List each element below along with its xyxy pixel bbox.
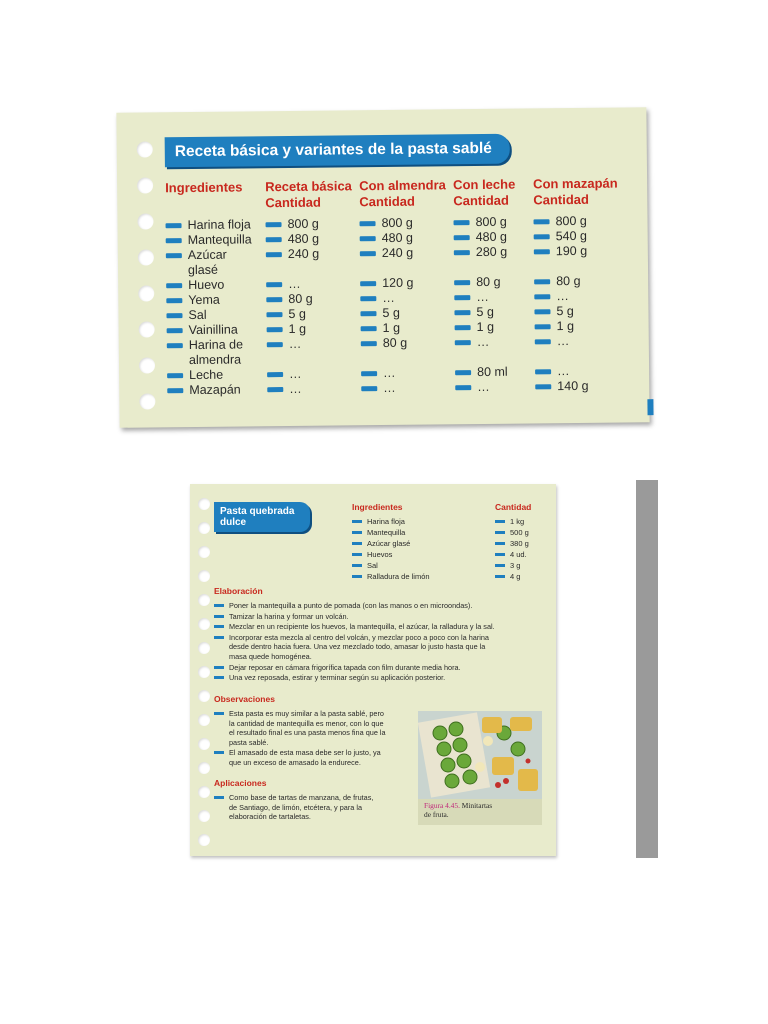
ingredient-cell — [166, 308, 206, 323]
column-header: Ingredientes — [165, 179, 243, 196]
bullet-dash — [535, 339, 551, 344]
cell-text: … — [383, 365, 396, 381]
quantity-cell — [361, 336, 407, 351]
bullet-dash — [352, 564, 362, 567]
item-text: 380 g — [510, 539, 529, 548]
bullet-dash — [454, 250, 470, 255]
quantity-cell — [535, 319, 575, 334]
bullet-dash — [214, 676, 224, 679]
binder-hole — [198, 810, 210, 822]
ingredient-item — [352, 527, 405, 538]
cell-text: 280 g — [475, 244, 508, 260]
bullet-paragraph — [214, 601, 472, 611]
cell-text: 540 g — [555, 228, 588, 244]
binder-hole — [198, 546, 210, 558]
quantity-cell — [267, 367, 302, 382]
bullet-dash — [495, 531, 505, 534]
cell-text: … — [476, 334, 490, 350]
bullet-dash — [167, 328, 183, 333]
binder-hole — [198, 834, 210, 846]
cell-text: 80 g — [476, 274, 501, 290]
quantity-cell — [360, 306, 400, 321]
ingredients-header: Ingredientes — [352, 502, 403, 512]
ingredient-cell — [166, 278, 224, 294]
bullet-paragraph — [214, 793, 373, 822]
cell-text: 120 g — [382, 275, 414, 291]
bullet-dash — [534, 294, 550, 299]
figure-caption — [418, 799, 542, 825]
ingredient-item — [352, 549, 392, 560]
bullet-dash — [454, 220, 470, 225]
quantity-cell — [454, 305, 494, 320]
quantity-cell — [455, 320, 495, 335]
binder-hole — [198, 498, 210, 510]
paragraph-text: Mezclar en un recipiente los huevos, la mantequilla, el azúcar, la ralladura y la sal. — [229, 622, 495, 632]
bullet-dash — [266, 312, 282, 317]
cell-text: 80 g — [288, 291, 313, 306]
quantity-cell — [361, 321, 401, 336]
cell-text: Vainillina — [188, 322, 238, 338]
bullet-dash — [495, 542, 505, 545]
page-margin-bar — [636, 480, 658, 858]
bullet-dash — [266, 282, 282, 287]
binder-hole — [198, 642, 210, 654]
quantity-cell — [534, 304, 574, 319]
cell-text: 1 g — [288, 321, 307, 336]
item-text: 500 g — [510, 528, 529, 537]
quantity-header: Cantidad — [495, 502, 532, 512]
ingredient-cell — [167, 368, 223, 384]
quantity-item — [495, 527, 529, 538]
bullet-dash — [454, 280, 470, 285]
bullet-dash — [214, 712, 224, 715]
bullet-dash — [267, 387, 283, 392]
bullet-dash — [352, 575, 362, 578]
bullet-dash — [167, 388, 183, 393]
binder-hole — [138, 249, 154, 265]
bullet-dash — [455, 370, 471, 375]
bullet-dash — [352, 520, 362, 523]
bullet-dash — [267, 372, 283, 377]
ingredient-cell — [165, 217, 250, 233]
quantity-cell — [535, 379, 588, 395]
bullet-dash — [361, 326, 377, 331]
quantity-cell — [267, 382, 302, 397]
quantity-cell — [360, 246, 413, 262]
item-text: 4 ud. — [510, 550, 527, 559]
binder-hole — [198, 690, 210, 702]
recipe-card-pasta-quebrada — [190, 484, 556, 856]
cell-text: … — [476, 289, 489, 305]
quantity-item — [495, 560, 520, 571]
quantity-cell — [453, 215, 506, 231]
quantity-cell — [535, 364, 570, 379]
paragraph-text: El amasado de esta masa debe ser lo justo, ya que un exceso de amasado la endurece. — [229, 748, 381, 767]
quantity-item — [495, 516, 524, 527]
cell-text: 1 g — [382, 320, 401, 336]
item-text: Mantequilla — [367, 528, 406, 537]
cell-text: 190 g — [555, 243, 588, 259]
binder-hole — [198, 618, 210, 630]
bullet-dash — [214, 604, 224, 607]
quantity-cell — [455, 380, 490, 395]
cell-text: 800 g — [381, 215, 413, 231]
bullet-dash — [360, 281, 376, 286]
item-text: Harina floja — [367, 517, 405, 526]
aplicaciones-heading: Aplicaciones — [214, 778, 267, 788]
bullet-dash — [267, 342, 283, 347]
cell-text: … — [556, 289, 569, 304]
cell-text: … — [288, 276, 301, 291]
bullet-dash — [166, 313, 182, 318]
ingredient-cell — [167, 382, 241, 398]
quantity-cell — [360, 291, 395, 306]
quantity-cell — [265, 217, 318, 233]
cell-text: Mazapán — [189, 382, 241, 398]
cell-text: … — [289, 366, 302, 381]
bullet-dash — [495, 575, 505, 578]
cell-text: 140 g — [557, 378, 589, 394]
binder-hole — [198, 714, 210, 726]
cell-text: 480 g — [287, 231, 320, 246]
column-header: Con leche Cantidad — [453, 176, 516, 209]
binder-hole — [139, 393, 155, 409]
paragraph-text: Como base de tartas de manzana, de frutas, de Santiago, de limón, etcétera, y para la elaboración de tartaletas. — [229, 793, 374, 822]
recipe-title: Receta básica y variantes de la pasta sablé — [165, 134, 510, 168]
bullet-paragraph — [214, 622, 495, 632]
bullet-dash — [214, 615, 224, 618]
bullet-dash — [454, 235, 470, 240]
binder-hole — [198, 786, 210, 798]
page-edge-tab — [647, 399, 653, 415]
paragraph-text: Poner la mantequilla a punto de pomada (con las manos o en microondas). — [229, 601, 473, 610]
quantity-cell — [266, 247, 319, 263]
bullet-paragraph — [214, 673, 445, 683]
paragraph-text: Incorporar esta mezcla al centro del volcán, y mezclar poco a poco con la harina desde dentro hacia fuera. Una vez mezclado todo, amasar lo justo hasta que la masa quede homogénea. — [229, 632, 489, 661]
observaciones-heading: Observaciones — [214, 694, 275, 704]
item-text: Ralladura de limón — [367, 572, 430, 581]
binder-hole — [139, 321, 155, 337]
bullet-dash — [534, 234, 550, 239]
quantity-cell — [454, 245, 507, 261]
ingredient-cell — [167, 323, 238, 339]
quantity-cell — [360, 231, 413, 247]
bullet-dash — [266, 237, 282, 242]
bullet-dash — [455, 385, 471, 390]
cell-text: 5 g — [476, 304, 494, 320]
bullet-dash — [267, 327, 283, 332]
bullet-dash — [360, 251, 376, 256]
cell-text: 240 g — [381, 245, 414, 261]
bullet-dash — [214, 625, 224, 628]
recipe-card-sable — [116, 107, 649, 428]
bullet-paragraph — [214, 709, 386, 747]
ingredient-cell — [166, 248, 227, 279]
bullet-dash — [214, 666, 224, 669]
quantity-cell — [361, 366, 396, 381]
cell-text: Sal — [188, 307, 207, 323]
cell-text: 1 g — [556, 319, 575, 334]
quantity-cell — [359, 216, 412, 232]
quantity-cell — [534, 289, 569, 304]
cell-text: 800 g — [475, 214, 507, 230]
bullet-dash — [361, 341, 377, 346]
cell-text: Yema — [188, 292, 220, 308]
bullet-dash — [266, 252, 282, 257]
bullet-dash — [360, 311, 376, 316]
quantity-cell — [534, 244, 587, 260]
column-header: Con mazapán Cantidad — [533, 175, 618, 208]
ingredient-cell — [166, 293, 220, 309]
bullet-dash — [352, 553, 362, 556]
binder-hole — [198, 762, 210, 774]
recipe-title: Pasta quebrada dulce — [214, 502, 310, 532]
cell-text: 5 g — [556, 304, 574, 319]
bullet-dash — [534, 219, 550, 224]
cell-text: 80 ml — [477, 364, 508, 380]
binder-hole — [198, 738, 210, 750]
bullet-dash — [266, 297, 282, 302]
quantity-cell — [454, 230, 507, 246]
bullet-dash — [534, 249, 550, 254]
binder-hole — [138, 285, 154, 301]
bullet-dash — [495, 553, 505, 556]
bullet-dash — [535, 369, 551, 374]
cell-text: 80 g — [556, 273, 581, 289]
quantity-cell — [534, 229, 587, 245]
cell-text: … — [557, 364, 570, 379]
fruit-tartlets-photo — [418, 711, 542, 799]
quantity-cell — [266, 277, 301, 292]
item-text: Sal — [367, 561, 378, 570]
quantity-cell — [454, 275, 500, 290]
cell-text: … — [382, 290, 395, 306]
binder-hole — [198, 666, 210, 678]
quantity-cell — [535, 334, 570, 349]
quantity-cell — [361, 381, 396, 396]
quantity-cell — [360, 276, 413, 292]
quantity-cell — [266, 292, 312, 307]
bullet-dash — [360, 296, 376, 301]
bullet-dash — [214, 636, 224, 639]
bullet-dash — [352, 542, 362, 545]
paragraph-text: Una vez reposada, estirar y terminar según su aplicación posterior. — [229, 673, 446, 683]
bullet-dash — [266, 222, 282, 227]
bullet-dash — [166, 238, 182, 243]
bullet-paragraph — [214, 633, 489, 662]
cell-text: Mantequilla — [187, 232, 252, 248]
cell-text: … — [477, 379, 490, 395]
quantity-item — [495, 571, 520, 582]
bullet-paragraph — [214, 663, 461, 673]
item-text: 3 g — [510, 561, 521, 570]
column-header: Con almendra Cantidad — [359, 177, 446, 210]
figure-label: Figura 4.45. — [424, 801, 460, 810]
bullet-dash — [166, 298, 182, 303]
cell-text: … — [383, 380, 396, 396]
quantity-cell — [267, 322, 307, 337]
item-text: 4 g — [510, 572, 521, 581]
bullet-dash — [495, 564, 505, 567]
cell-text: … — [556, 334, 570, 349]
item-text: 1 kg — [510, 517, 525, 526]
quantity-cell — [454, 290, 489, 305]
bullet-dash — [166, 283, 182, 288]
bullet-dash — [495, 520, 505, 523]
ingredient-item — [352, 538, 410, 549]
bullet-paragraph — [214, 748, 381, 767]
cell-text: 480 g — [381, 230, 414, 246]
binder-hole — [137, 141, 153, 157]
elaboracion-heading: Elaboración — [214, 586, 263, 596]
cell-text: Huevo — [188, 277, 225, 293]
cell-text: 480 g — [475, 229, 508, 245]
bullet-dash — [167, 343, 183, 348]
bullet-dash — [166, 223, 182, 228]
item-text: Azúcar glasé — [367, 539, 411, 548]
quantity-item — [495, 549, 527, 560]
ingredient-cell — [167, 337, 244, 368]
binder-hole — [137, 213, 153, 229]
bullet-dash — [360, 221, 376, 226]
bullet-paragraph — [214, 612, 349, 622]
cell-text: 1 g — [476, 319, 495, 335]
cell-text: 800 g — [555, 213, 587, 229]
quantity-cell — [533, 214, 586, 230]
binder-hole — [139, 357, 155, 373]
cell-text: Harina floja — [187, 217, 251, 233]
bullet-dash — [214, 751, 224, 754]
item-text: Huevos — [367, 550, 393, 559]
bullet-dash — [352, 531, 362, 534]
bullet-dash — [454, 295, 470, 300]
ingredient-cell — [166, 232, 252, 248]
binder-hole — [198, 570, 210, 582]
bullet-dash — [167, 373, 183, 378]
quantity-cell — [266, 232, 319, 248]
bullet-dash — [166, 253, 182, 258]
cell-text: Leche — [189, 367, 224, 383]
quantity-cell — [266, 307, 306, 322]
bullet-dash — [535, 324, 551, 329]
column-header: Receta básica Cantidad — [265, 178, 352, 211]
bullet-dash — [455, 340, 471, 345]
bullet-dash — [455, 325, 471, 330]
ingredient-item — [352, 560, 378, 571]
bullet-dash — [454, 310, 470, 315]
quantity-cell — [455, 335, 490, 350]
quantity-cell — [267, 337, 302, 352]
bullet-dash — [361, 386, 377, 391]
quantity-cell — [455, 365, 508, 381]
cell-text: … — [288, 336, 302, 351]
ingredient-item — [352, 516, 405, 527]
ingredient-item — [352, 571, 430, 582]
cell-text: 5 g — [288, 306, 306, 321]
cell-text: 5 g — [382, 305, 400, 321]
cell-text: 800 g — [287, 216, 319, 231]
bullet-dash — [214, 796, 224, 799]
bullet-dash — [534, 309, 550, 314]
bullet-dash — [360, 236, 376, 241]
paragraph-text: Esta pasta es muy similar a la pasta sablé, pero la cantidad de mantequilla es menor, con lo que el resultado final es una pasta menos fina que la pasta sablé. — [229, 709, 386, 747]
bullet-dash — [361, 371, 377, 376]
paragraph-text: Tamizar la harina y formar un volcán. — [229, 611, 349, 621]
cell-text: … — [289, 381, 302, 396]
binder-hole — [198, 522, 210, 534]
cell-text: 80 g — [382, 335, 408, 351]
cell-text: Azúcar glasé — [187, 247, 227, 278]
quantity-cell — [534, 274, 580, 289]
binder-hole — [137, 177, 153, 193]
quantity-item — [495, 538, 529, 549]
cell-text: Harina de almendra — [188, 337, 244, 368]
binder-hole — [198, 594, 210, 606]
cell-text: 240 g — [287, 246, 320, 261]
bullet-dash — [535, 384, 551, 389]
figure-caption-text: Minitartas de fruta. — [424, 801, 493, 819]
paragraph-text: Dejar reposar en cámara frigorífica tapada con film durante media hora. — [229, 662, 461, 672]
bullet-dash — [534, 279, 550, 284]
